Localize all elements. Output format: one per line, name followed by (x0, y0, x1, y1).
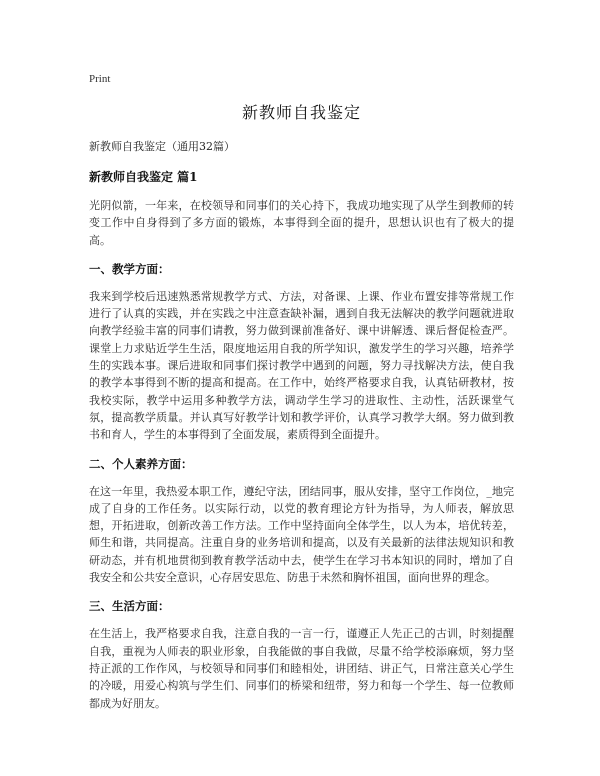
document-subtitle: 新教师自我鉴定（通用32篇） (89, 140, 235, 153)
intro-paragraph: 光阴似箭，一年来，在校领导和同事们的关心持下，我成功地实现了从学生到教师的转变工作中自身得到了多方面的锻炼，本事得到全面的提升，思想认识也有了极大的提高。 (89, 199, 514, 247)
section-heading-life: 三、生活方面： (89, 599, 170, 614)
article-title: 新教师自我鉴定 篇1 (89, 170, 198, 184)
print-link[interactable]: Print (89, 73, 111, 85)
section-heading-teaching: 一、教学方面： (89, 261, 170, 276)
section-body-personal: 在这一年里，我热爱本职工作，遵纪守法，团结同事，服从安排，坚守工作岗位，_地完成了自身的工作任务。以实际行动，以党的教育理论方针为指导，为人师表，解放思想，开拓进取，创新改善工作方法。工作中坚持面向全体学生，以人为本，培优转差，师生和谐，共同提高。注重自身的业务培训和提高，以及有关最新的法律法规知识和教研动态，并有机地贯彻到教育教学活动中去，使学生在学习书本知识的同时，增加了自我安全和公共安全意识，心存居安思危、防患于未然和胸怀祖国，面向世界的理念。 (89, 484, 514, 585)
section-body-teaching: 我来到学校后迅速熟悉常规教学方式、方法，对备课、上课、作业布置安排等常规工作进行了认真的实践，并在实践之中注意查缺补漏，遇到自我无法解决的教学问题就进取向教学经验丰富的同事们请教，努力做到课前准备好、课中讲解透、课后督促检查严。课堂上力求贴近学生生活，限度地运用自我的所学知识，激发学生的学习兴趣，培养学生的实践本事。课后进取和同事们探讨教学中遇到的问题，努力寻找解决方法，使自我的教学本事得到不断的提高和提高。在工作中，始终严格要求自我，认真钻研教材，按我校实际，教学中运用多种教学方法，调动学生学习的进取性、主动性，活跃课堂气氛，提高教学质量。并认真写好教学计划和教学评价，认真学习教学大纲。努力做到教书和育人，学生的本事得到了全面发展，素质得到全面提升。 (89, 289, 514, 442)
section-body-life: 在生活上，我严格要求自我，注意自我的一言一行，谨遵正人先正己的古训，时刻提醒自我，重视为人师表的职业形象，自我能做的事自我做，尽量不给学校添麻烦，努力坚持正派的工作作风，与校领导和同事们和睦相处，讲团结、讲正气，日常注意关心学生的冷暖，用爱心构筑与学生们、同事们的桥梁和纽带，努力和每一个学生、每一位教师都成为好朋友。 (89, 627, 514, 710)
document-title: 新教师自我鉴定 (241, 103, 361, 122)
section-heading-personal: 二、个人素养方面： (89, 456, 193, 471)
